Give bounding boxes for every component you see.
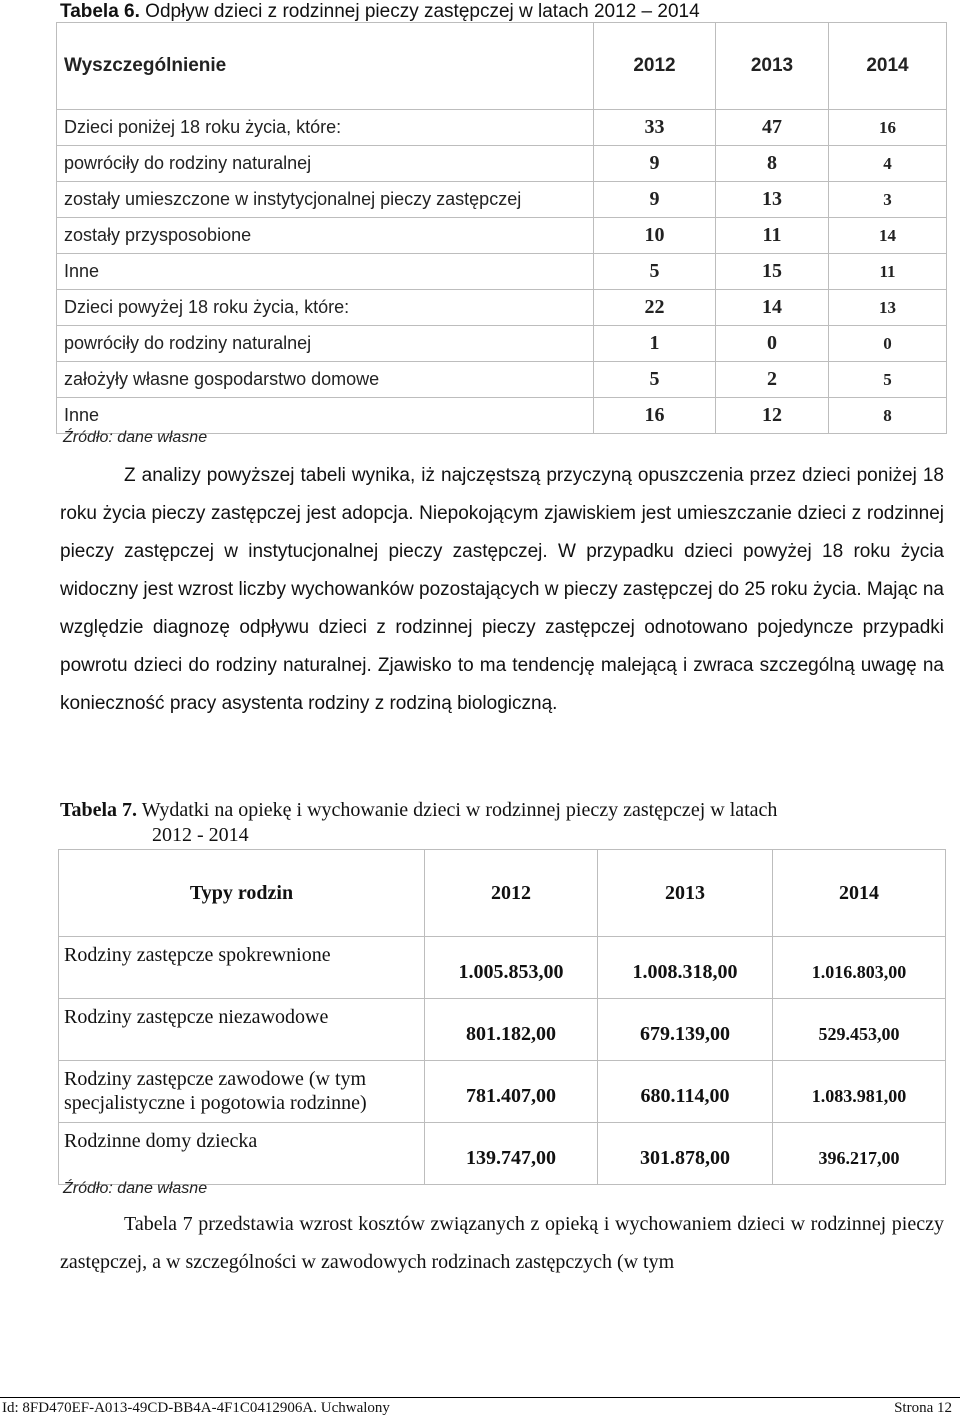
table6-cell: 12 xyxy=(716,398,829,434)
table7-row-label: Rodziny zastępcze zawodowe (w tym specjalistyczne i pogotowia rodzinne) xyxy=(59,1061,425,1123)
table6-cell: 1 xyxy=(594,326,716,362)
table7-header-cell: Typy rodzin xyxy=(59,850,425,937)
table-row xyxy=(57,326,947,362)
table7-cell: 781.407,00 xyxy=(425,1061,598,1123)
table6-source: Źródło: dane własne xyxy=(63,429,208,446)
table7-cell: 139.747,00 xyxy=(425,1123,598,1185)
table6-cell: 10 xyxy=(594,218,716,254)
table7-header-cell: 2014 xyxy=(773,850,946,937)
table6-cell: 9 xyxy=(594,182,716,218)
table7-header-cell: 2012 xyxy=(425,850,598,937)
table-row xyxy=(57,182,947,218)
table6-row-label: zostały umieszczone w instytycjonalnej pieczy zastępczej xyxy=(57,182,594,218)
table6-header-row xyxy=(57,23,947,110)
table6 xyxy=(56,22,947,434)
table7-row-label: Rodziny zastępcze spokrewnione xyxy=(59,937,425,999)
table6-header-cell: Wyszczególnienie xyxy=(57,23,594,110)
table7 xyxy=(58,849,946,1185)
table6-cell: 5 xyxy=(594,362,716,398)
table6-cell: 3 xyxy=(829,182,947,218)
table6-cell: 33 xyxy=(594,110,716,146)
table-row xyxy=(57,290,947,326)
table-row xyxy=(59,937,946,999)
table6-caption-label: Tabela 6. xyxy=(60,1,140,22)
table6-cell: 8 xyxy=(716,146,829,182)
table7-header-row xyxy=(59,850,946,937)
table6-cell: 16 xyxy=(594,398,716,434)
table6-row-label: powróciły do rodziny naturalnej xyxy=(57,146,594,182)
table6-cell: 2 xyxy=(716,362,829,398)
table6-header-cell: 2013 xyxy=(716,23,829,110)
table6-cell: 0 xyxy=(716,326,829,362)
table6-row-label: Inne xyxy=(57,398,594,434)
table7-cell: 396.217,00 xyxy=(773,1123,946,1185)
table6-cell: 14 xyxy=(716,290,829,326)
table6-cell: 5 xyxy=(829,362,947,398)
table-row xyxy=(57,218,947,254)
table6-row-label: zostały przysposobione xyxy=(57,218,594,254)
table7-cell: 801.182,00 xyxy=(425,999,598,1061)
table6-row-label: Dzieci powyżej 18 roku życia, które: xyxy=(57,290,594,326)
table7-cell: 1.083.981,00 xyxy=(773,1061,946,1123)
table-row xyxy=(59,999,946,1061)
footer-divider xyxy=(0,1397,960,1398)
footer-document-id: Id: 8FD470EF-A013-49CD-BB4A-4F1C0412906A. Uchwalony xyxy=(2,1400,390,1416)
table6-cell: 4 xyxy=(829,146,947,182)
table6-cell: 0 xyxy=(829,326,947,362)
table-row xyxy=(57,362,947,398)
table7-cell: 680.114,00 xyxy=(598,1061,773,1123)
table6-caption-text: Odpływ dzieci z rodzinnej pieczy zastępczej w latach 2012 – 2014 xyxy=(139,1,700,22)
table-row xyxy=(57,110,947,146)
table6-cell: 15 xyxy=(716,254,829,290)
table6-cell: 22 xyxy=(594,290,716,326)
table6-cell: 13 xyxy=(829,290,947,326)
table6-row-label: założyły własne gospodarstwo domowe xyxy=(57,362,594,398)
footer-page-number: Strona 12 xyxy=(894,1400,952,1416)
table7-caption-years: 2012 - 2014 xyxy=(152,824,249,846)
table6-cell: 9 xyxy=(594,146,716,182)
table7-cell: 1.005.853,00 xyxy=(425,937,598,999)
table7-cell: 1.016.803,00 xyxy=(773,937,946,999)
table6-row-label: Inne xyxy=(57,254,594,290)
table7-cell: 529.453,00 xyxy=(773,999,946,1061)
table6-cell: 13 xyxy=(716,182,829,218)
table7-row-label: Rodzinne domy dziecka xyxy=(59,1123,425,1185)
table6-cell: 11 xyxy=(829,254,947,290)
table6-cell: 5 xyxy=(594,254,716,290)
table-row xyxy=(57,146,947,182)
table7-source: Źródło: dane własne xyxy=(63,1180,208,1197)
table6-cell: 8 xyxy=(829,398,947,434)
table6-caption xyxy=(60,0,700,24)
paragraph-table7-summary: Tabela 7 przedstawia wzrost kosztów związanych z opieką i wychowaniem dzieci w rodzinnej pieczy zastępczej, a w szczególności w zawodowych rodzinach zastępczych (w tym xyxy=(60,1213,944,1273)
table-row xyxy=(57,254,947,290)
table6-cell: 14 xyxy=(829,218,947,254)
paragraph-analysis: Z analizy powyższej tabeli wynika, iż najczęstszą przyczyną opuszczenia przez dzieci poniżej 18 roku życia pieczy zastępczej jest adopcja. Niepokojącym zjawiskiem jest umieszczanie dzieci z rodzinnej pieczy zastępczej w instytucjonalnej pieczy zastępczej. W przypadku dzieci powyżej 18 roku życia widoczny jest wzrost liczby wychowanków pozostających w pieczy zastępczej do 25 roku życia. Mając na względzie diagnozę odpływu dzieci z rodzinnej pieczy zastępczej odnotowano pojedyncze przypadki powrotu dzieci do rodziny naturalnej. Zjawisko to ma tendencję malejącą i zwraca szczególną uwagę na konieczność pracy asystenta rodziny z rodziną biologiczną. xyxy=(60,465,944,714)
table6-cell: 16 xyxy=(829,110,947,146)
table7-caption-text: Wydatki na opiekę i wychowanie dzieci w rodzinnej pieczy zastępczej w latach xyxy=(137,799,778,821)
table7-cell: 1.008.318,00 xyxy=(598,937,773,999)
table6-row-label: Dzieci poniżej 18 roku życia, które: xyxy=(57,110,594,146)
table7-header-cell: 2013 xyxy=(598,850,773,937)
table7-row-label: Rodziny zastępcze niezawodowe xyxy=(59,999,425,1061)
table6-header-cell: 2014 xyxy=(829,23,947,110)
table7-cell: 301.878,00 xyxy=(598,1123,773,1185)
table6-header-cell: 2012 xyxy=(594,23,716,110)
table6-cell: 47 xyxy=(716,110,829,146)
table6-cell: 11 xyxy=(716,218,829,254)
table7-cell: 679.139,00 xyxy=(598,999,773,1061)
table-row xyxy=(59,1061,946,1123)
table6-row-label: powróciły do rodziny naturalnej xyxy=(57,326,594,362)
table7-caption-label: Tabela 7. xyxy=(60,799,138,821)
table-row xyxy=(59,1123,946,1185)
table7-caption xyxy=(60,798,777,848)
